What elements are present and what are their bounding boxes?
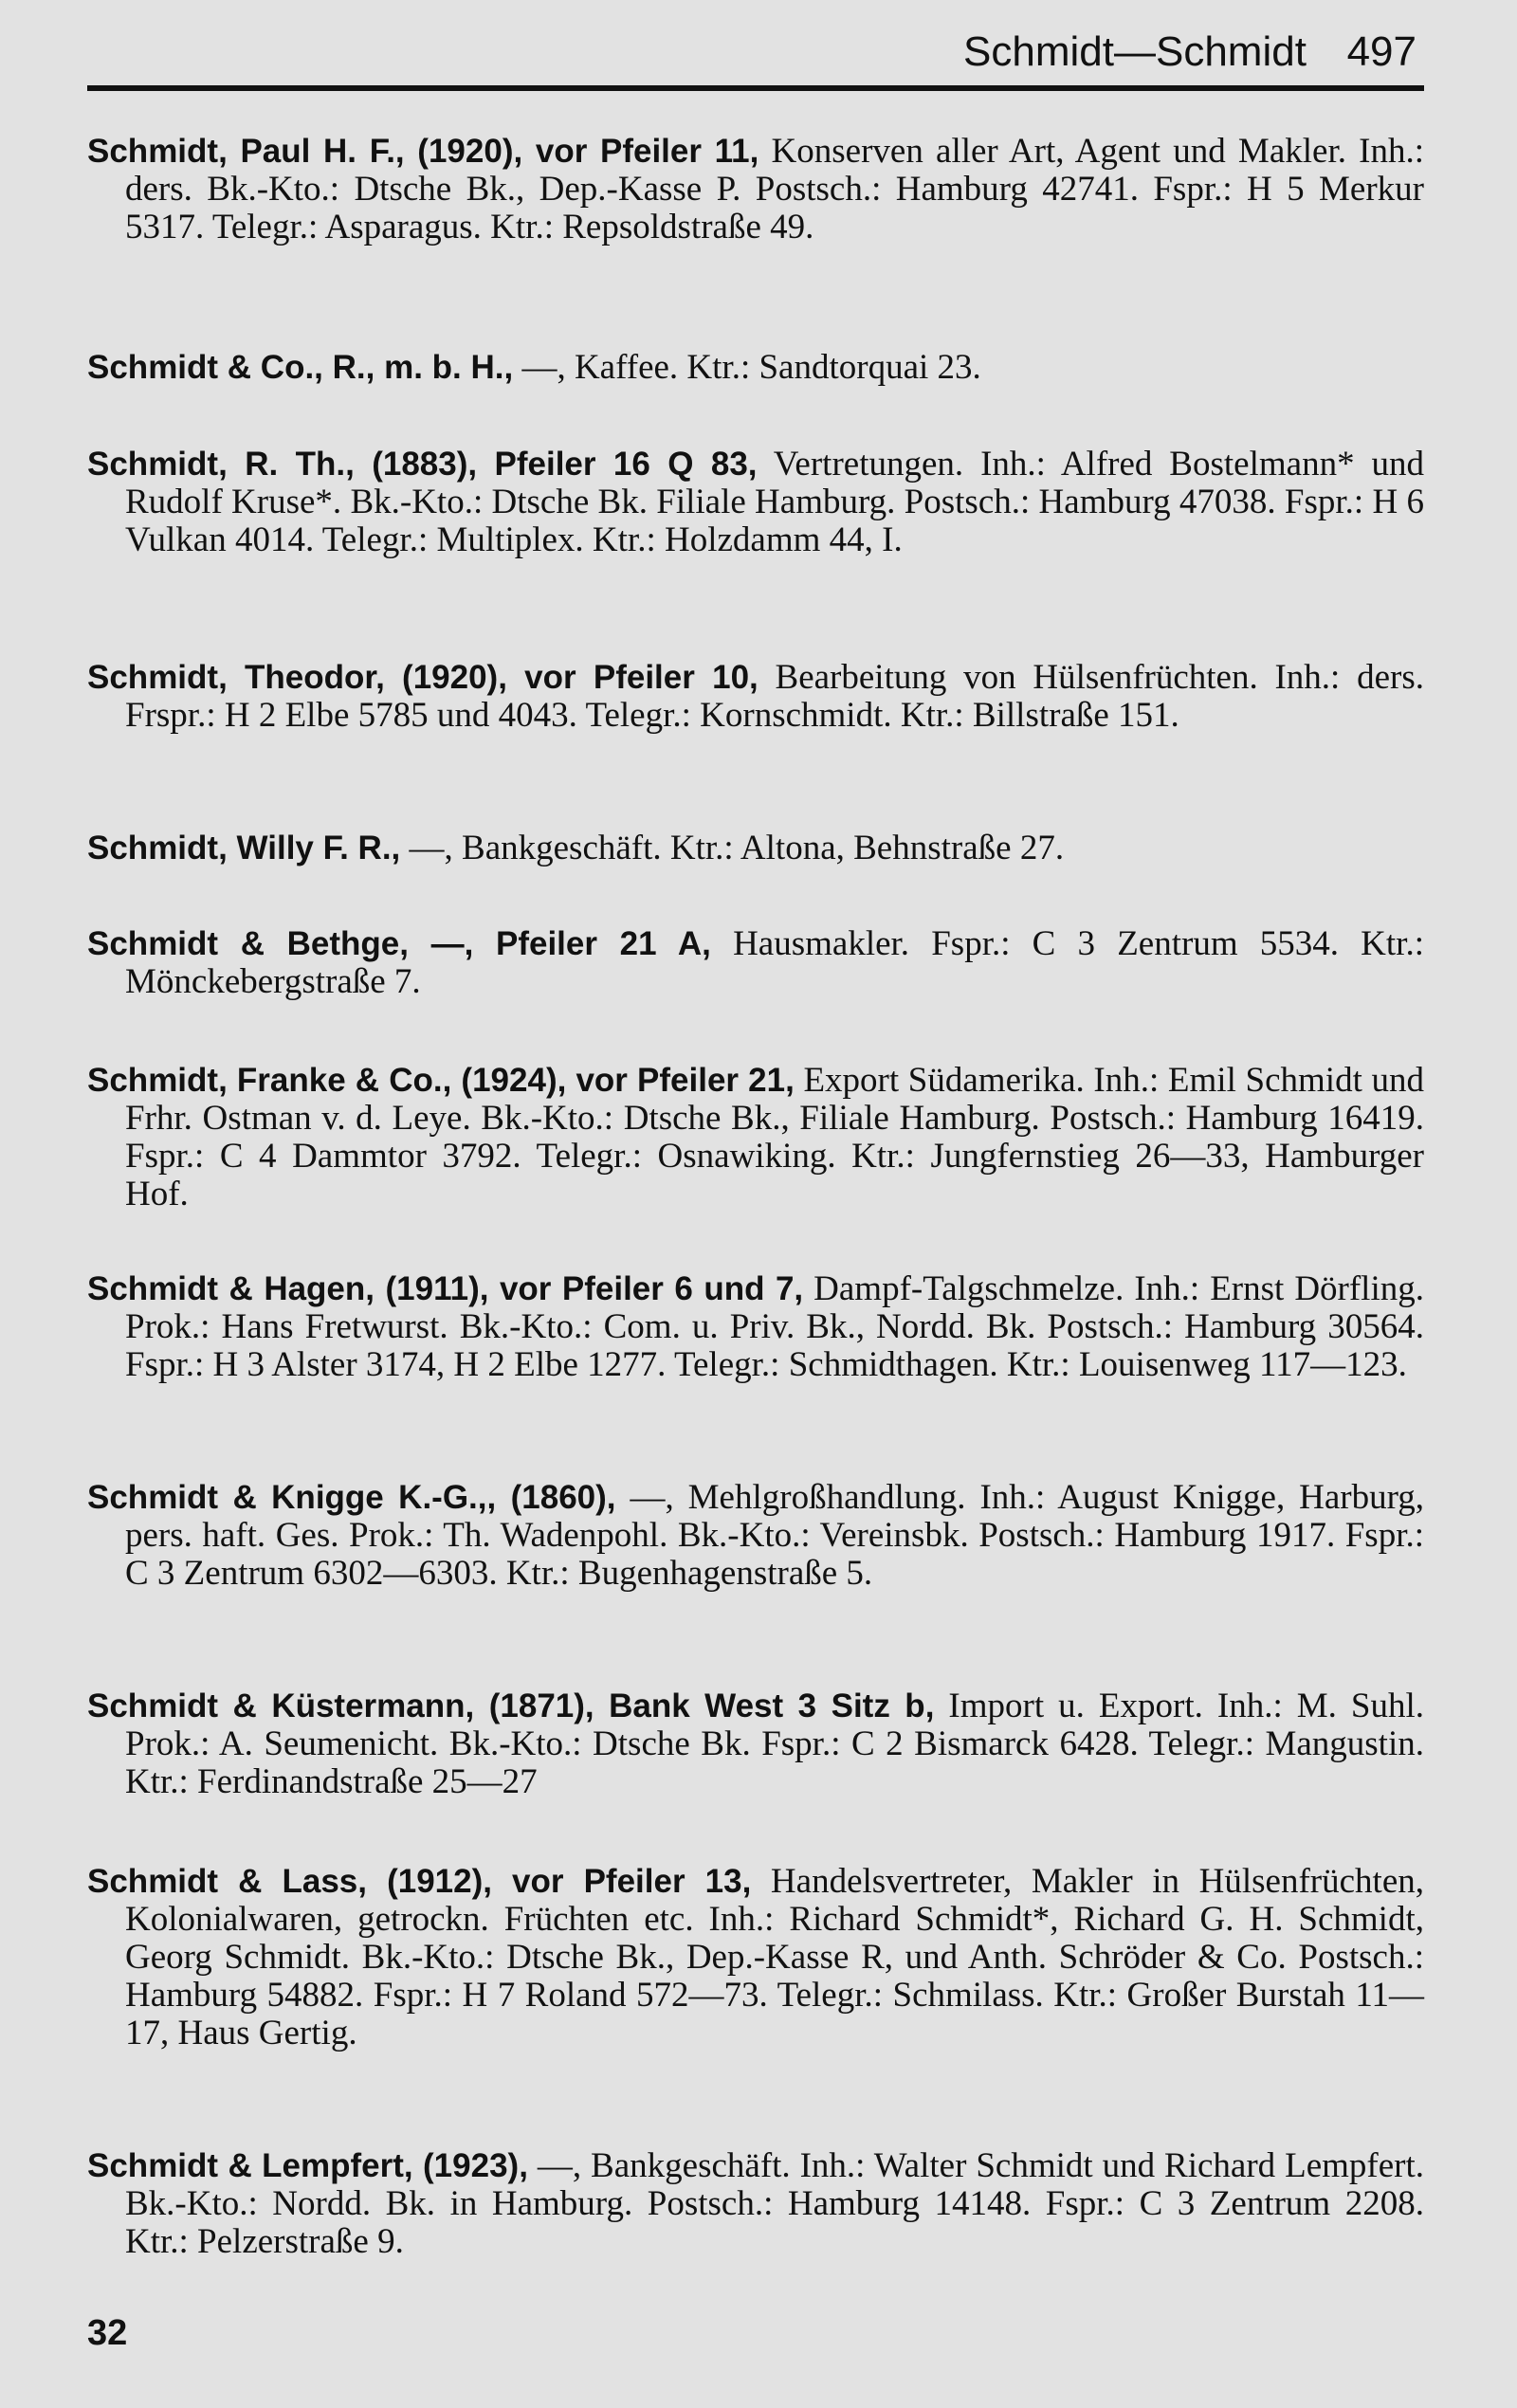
- entry-body: Import u. Export. Inh.: M. Suhl. Prok.: A. Seumenicht. Bk.-Kto.: Dtsche Bk. Fspr.: C 2 Bismarck 6428. Telegr.: Mangustin. Ktr.: Ferdinandstraße 25—27: [125, 1687, 1424, 1801]
- entry-head: Schmidt, Willy F. R.,: [87, 830, 401, 867]
- entry-location: Pfeiler 21 A,: [495, 925, 711, 962]
- entry-schmidt-r-th: [87, 446, 1424, 559]
- entry-schmidt-knigge: [87, 1479, 1424, 1593]
- header-rule: [87, 85, 1424, 91]
- entry-body: Handelsvertreter, Makler in Hülsenfrüchten, Kolonialwaren, getrockn. Früchten etc. Inh.: Richard Schmidt*, Richard G. H. Schmidt, Georg Schmidt. Bk.-Kto.: Dtsche Bk., Dep.-Kasse R, und Anth. Schröder & Co. Postsch.: Hamburg 54882. Fspr.: H 7 Roland 572—73. Telegr.: Schmilass. Ktr.: Großer Burstah 11—17, Haus Gertig.: [125, 1862, 1424, 2052]
- running-title: Schmidt—Schmidt: [963, 28, 1307, 75]
- entry-location: vor Pfeiler 10,: [524, 659, 758, 696]
- entry-head: Schmidt & Lass, (1912),: [87, 1863, 513, 1900]
- page-number: 497: [1346, 28, 1416, 75]
- entry-body: —, Mehlgroßhandlung. Inh.: August Knigge, Harburg, pers. haft. Ges. Prok.: Th. Wadenpohl. Bk.-Kto.: Vereinsbk. Postsch.: Hamburg 1917. Fspr.: C 3 Zentrum 6302—6303. Ktr.: Bugenhagenstraße 5.: [125, 1478, 1425, 1593]
- entry-head: Schmidt & Co., R., m. b. H.,: [87, 349, 514, 386]
- entry-schmidt-theodor: [87, 659, 1424, 735]
- page-header: [87, 28, 1424, 91]
- entry-body: Bearbeitung von Hülsenfrüchten. Inh.: ders. Frspr.: H 2 Elbe 5785 und 4043. Telegr.: Kornschmidt. Ktr.: Billstraße 151.: [125, 658, 1424, 735]
- entry-schmidt-bethge: [87, 925, 1424, 1001]
- entry-location: vor Pfeiler 6 und 7,: [499, 1270, 804, 1307]
- entry-location: Pfeiler 16 Q 83,: [494, 446, 758, 483]
- entry-head: Schmidt, Paul H. F., (1920),: [87, 133, 536, 170]
- entry-head: Schmidt, Franke & Co., (1924),: [87, 1062, 576, 1099]
- entry-schmidt-hagen: [87, 1270, 1424, 1384]
- entry-location: vor Pfeiler 11,: [535, 133, 759, 170]
- entry-schmidt-paul: [87, 133, 1424, 246]
- entry-schmidt-lempfert: [87, 2147, 1424, 2261]
- entry-body: Vertretungen. Inh.: Alfred Bostelmann* und Rudolf Kruse*. Bk.-Kto.: Dtsche Bk. Filiale Hamburg. Postsch.: Hamburg 47038. Fspr.: H 6 Vulkan 4014. Telegr.: Multiplex. Ktr.: Holzdamm 44, I.: [125, 445, 1425, 559]
- entry-schmidt-franke: [87, 1062, 1424, 1213]
- entry-schmidt-willy: [87, 830, 1424, 867]
- entry-schmidt-co-r: [87, 349, 1424, 387]
- entry-head: Schmidt, R. Th., (1883),: [87, 446, 495, 483]
- entry-body: Export Südamerika. Inh.: Emil Schmidt und Frhr. Ostman v. d. Leye. Bk.-Kto.: Dtsche Bk., Filiale Hamburg. Postsch.: Hamburg 16419. Fspr.: C 4 Dammtor 3792. Telegr.: Osnawiking. Ktr.: Jungfernstieg 26—33, Hamburger Hof.: [125, 1061, 1424, 1213]
- entry-head: Schmidt & Bethge, —,: [87, 925, 496, 962]
- entry-body: —, Bankgeschäft. Ktr.: Altona, Behnstraße 27.: [400, 829, 1065, 867]
- entry-head: Schmidt & Lempfert, (1923),: [87, 2147, 528, 2184]
- entry-head: Schmidt & Küstermann, (1871),: [87, 1687, 610, 1724]
- entry-body: Dampf-Talgschmelze. Inh.: Ernst Dörfling. Prok.: Hans Fretwurst. Bk.-Kto.: Com. u. Priv. Bk., Nordd. Bk. Postsch.: Hamburg 30564. Fspr.: H 3 Alster 3174, H 2 Elbe 1277. Telegr.: Schmidthagen. Ktr.: Louisenweg 117—123.: [125, 1269, 1424, 1384]
- entry-body: Hausmakler. Fspr.: C 3 Zentrum 5534. Ktr.: Mönckebergstraße 7.: [125, 924, 1424, 1001]
- entry-body: —, Kaffee. Ktr.: Sandtorquai 23.: [513, 348, 981, 387]
- entry-location: vor Pfeiler 13,: [512, 1863, 752, 1900]
- entry-head: Schmidt, Theodor, (1920),: [87, 659, 525, 696]
- entry-location: vor Pfeiler 21,: [576, 1062, 795, 1099]
- entry-schmidt-kuestermann: [87, 1687, 1424, 1801]
- entry-body: —, Bankgeschäft. Inh.: Walter Schmidt und Richard Lempfert. Bk.-Kto.: Nordd. Bk. in Hamburg. Postsch.: Hamburg 14148. Fspr.: C 3 Zentrum 2208. Ktr.: Pelzerstraße 9.: [125, 2146, 1424, 2261]
- entry-location: Bank West 3 Sitz b,: [609, 1687, 935, 1724]
- signature-mark: 32: [87, 2313, 128, 2353]
- entry-head: Schmidt & Knigge K.-G.,, (1860),: [87, 1479, 616, 1516]
- entry-schmidt-lass: [87, 1863, 1424, 2052]
- entry-head: Schmidt & Hagen, (1911),: [87, 1270, 500, 1307]
- entry-body: Konserven aller Art, Agent und Makler. Inh.: ders. Bk.-Kto.: Dtsche Bk., Dep.-Kasse P. Postsch.: Hamburg 42741. Fspr.: H 5 Merkur 5317. Telegr.: Asparagus. Ktr.: Repsoldstraße 49.: [125, 132, 1425, 246]
